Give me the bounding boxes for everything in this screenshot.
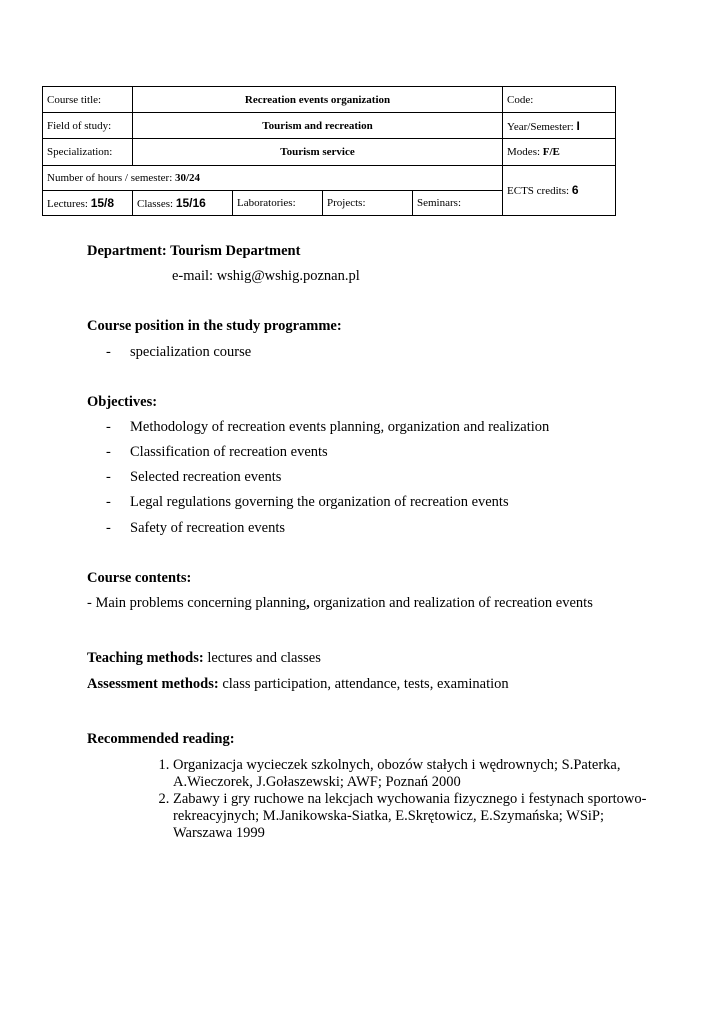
- year-semester-label: Year/Semester:: [507, 120, 574, 133]
- objectives-heading: Objectives:: [87, 394, 158, 410]
- position-heading: Course position in the study programme:: [87, 318, 342, 334]
- department-heading: Department: Tourism Department: [87, 243, 301, 259]
- objective-item: Safety of recreation events: [130, 520, 285, 536]
- modes-cell: [503, 139, 616, 165]
- course-info-table: [42, 86, 616, 216]
- projects-label: Projects:: [323, 190, 413, 215]
- assessment-methods-text: class participation, attendance, tests, examination: [218, 676, 509, 692]
- modes-value: F/E: [542, 146, 560, 158]
- contents-text-comma: ,: [306, 595, 310, 611]
- list-bullet: -: [106, 444, 111, 460]
- ects-cell: [503, 165, 616, 215]
- objective-item: Legal regulations governing the organization of recreation events: [130, 494, 509, 510]
- lectures-value: 15/8: [90, 195, 115, 210]
- classes-cell: [133, 190, 233, 215]
- objective-item: Methodology of recreation events planning, organization and realization: [130, 419, 550, 435]
- reading-item: 1. Organizacja wycieczek szkolnych, obozów stałych i wędrownych; S.Paterka, A.Wieczorek, J.Gołaszewski; AWF; Poznań 2000: [173, 757, 663, 791]
- modes-label: Modes:: [507, 146, 541, 158]
- specialization-value: Tourism service: [133, 139, 503, 165]
- teaching-methods: [87, 650, 321, 667]
- course-title-value: Recreation events organization: [133, 87, 503, 113]
- year-semester-value: I: [576, 118, 580, 133]
- hours-label: Number of hours / semester:: [47, 171, 173, 184]
- list-bullet: -: [106, 469, 111, 485]
- course-title-label: Course title:: [43, 87, 133, 113]
- hours-value: 30/24: [175, 171, 201, 184]
- field-of-study-value: Tourism and recreation: [133, 113, 503, 139]
- hours-cell: [43, 165, 503, 190]
- reading-item: 2. Zabawy i gry ruchowe na lekcjach wychowania fizycznego i festynach sportowo-rekreacyjnych; M.Janikowska-Siatka, E.Skrętowicz, E.Szymańska; WSiP; Warszawa 1999: [173, 791, 663, 842]
- laboratories-label: Laboratories:: [233, 190, 323, 215]
- lectures-label: Lectures:: [47, 197, 88, 210]
- seminars-label: Seminars:: [413, 190, 503, 215]
- contents-text: [87, 595, 593, 612]
- list-bullet: -: [106, 419, 111, 435]
- objective-item: Selected recreation events: [130, 469, 282, 485]
- list-bullet: -: [106, 494, 111, 510]
- contents-text-part-b: organization and realization of recreation events: [309, 595, 593, 611]
- year-semester-cell: [503, 113, 616, 139]
- contents-heading: Course contents:: [87, 570, 192, 586]
- reading-list: [150, 757, 663, 842]
- position-item: specialization course: [130, 344, 252, 360]
- assessment-methods-label: Assessment methods:: [87, 676, 219, 692]
- classes-label: Classes:: [137, 197, 174, 210]
- ects-label: ECTS credits:: [507, 185, 570, 198]
- specialization-label: Specialization:: [43, 139, 133, 165]
- assessment-methods: [87, 676, 509, 693]
- contents-text-part-a: - Main problems concerning planning: [87, 595, 307, 611]
- teaching-methods-label: Teaching methods:: [87, 650, 204, 666]
- classes-value: 15/16: [175, 195, 206, 210]
- field-of-study-label: Field of study:: [43, 113, 133, 139]
- ects-value: 6: [571, 183, 579, 198]
- list-bullet: -: [106, 344, 111, 360]
- list-bullet: -: [106, 520, 111, 536]
- lectures-cell: [43, 190, 133, 215]
- department-email: e-mail: wshig@wshig.poznan.pl: [172, 268, 360, 284]
- teaching-methods-text: lectures and classes: [203, 650, 321, 666]
- code-label: Code:: [503, 87, 616, 113]
- objective-item: Classification of recreation events: [130, 444, 328, 460]
- reading-heading: Recommended reading:: [87, 731, 235, 747]
